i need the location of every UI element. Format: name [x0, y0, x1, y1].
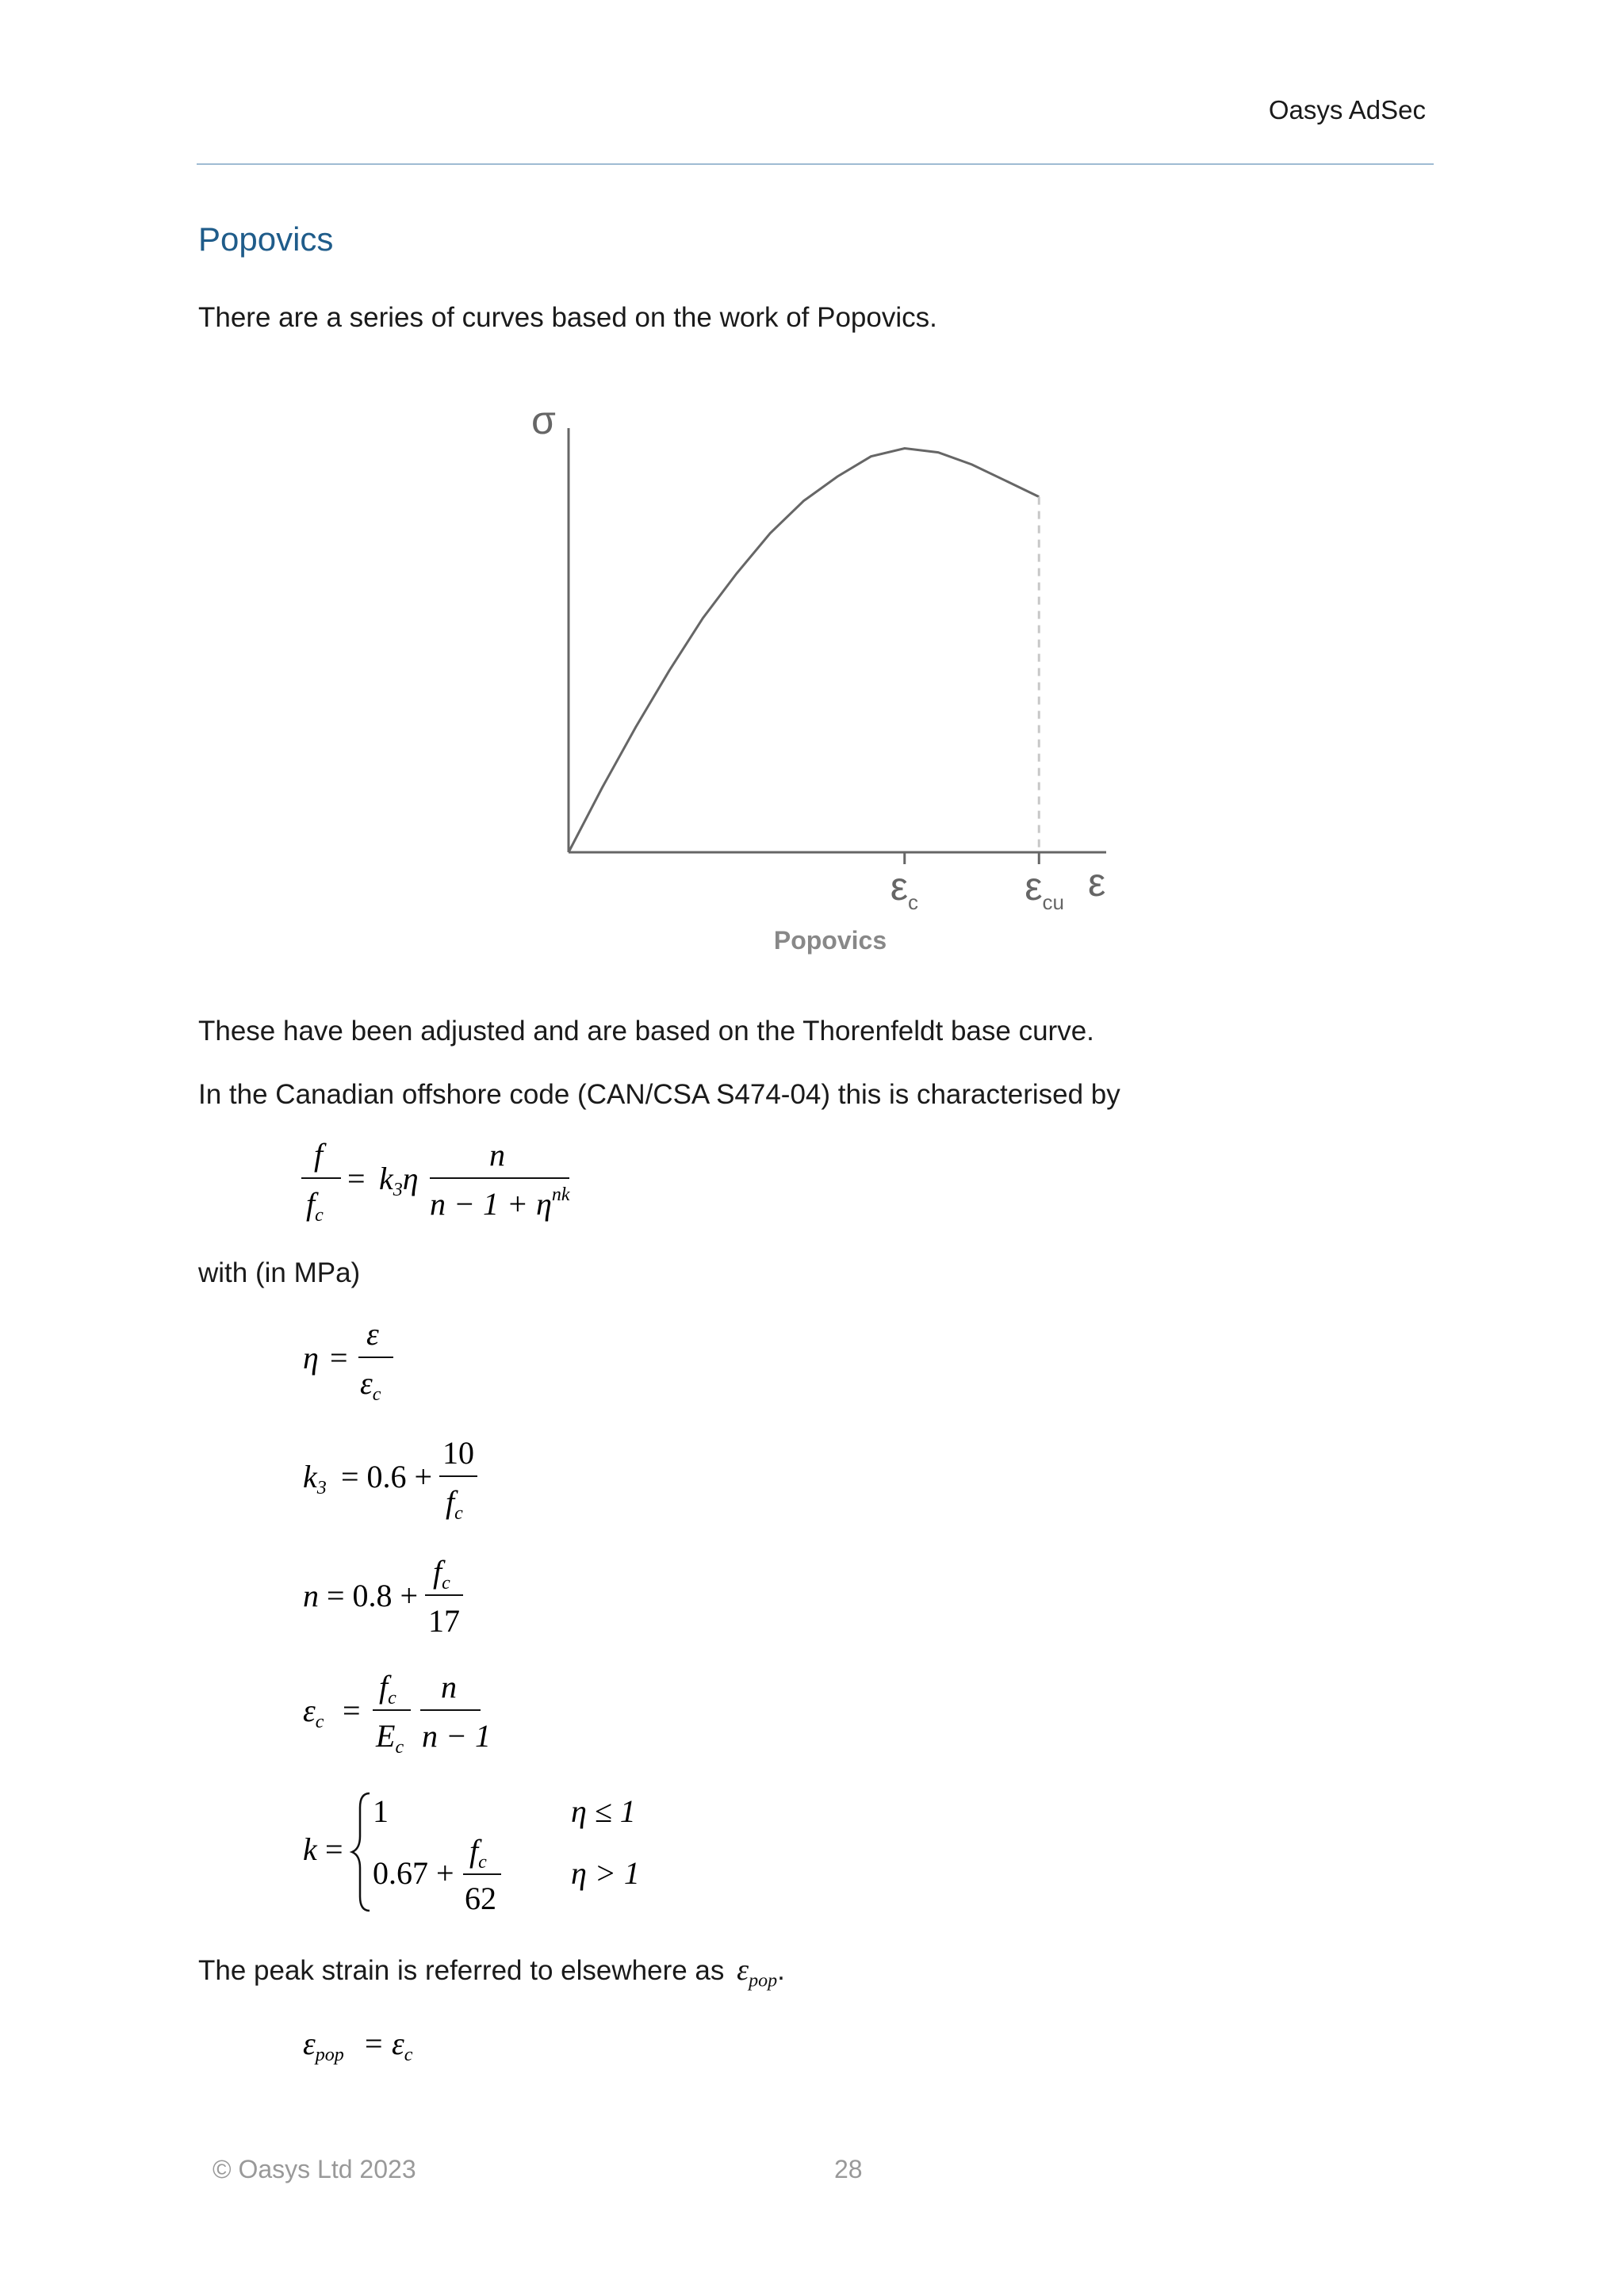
svg-text:εc: $\varepsilon_c$	[392, 2026, 413, 2065]
y-axis-label: σ	[531, 398, 556, 442]
footer-page-number: 28	[834, 2155, 863, 2183]
svg-text:n − 1: n − 1	[422, 1718, 491, 1754]
svg-text:=: =	[347, 1161, 366, 1196]
equation-eta	[293, 1316, 452, 1411]
equation-main	[293, 1134, 626, 1237]
svg-text:fc: $f_c$	[433, 1554, 450, 1594]
equation-k-piecewise	[293, 1784, 706, 1927]
svg-text:f: f	[314, 1137, 324, 1173]
svg-text:n: n	[489, 1137, 505, 1173]
equation-k3	[293, 1435, 531, 1530]
x-axis-label: ε	[1088, 860, 1106, 905]
svg-text:n − 1 + ηnk: $n - 1 + \eta^{nk}$	[430, 1184, 570, 1222]
equation-epsilon-c	[293, 1669, 531, 1764]
intro-paragraph: There are a series of curves based on the work of Popovics.	[198, 302, 937, 333]
running-header: Oasys AdSec	[1268, 95, 1426, 124]
svg-text:fc: $f_c$	[446, 1484, 463, 1524]
section-heading: Popovics	[198, 220, 334, 258]
svg-text:0.67 +: 0.67 +	[373, 1855, 454, 1891]
svg-text:n: n	[303, 1578, 319, 1613]
svg-text:= 0.6 +: = 0.6 +	[341, 1459, 433, 1494]
units-paragraph: with (in MPa)	[198, 1257, 361, 1288]
svg-text:=: =	[325, 1831, 343, 1867]
equation-n	[293, 1554, 531, 1649]
peak-strain-paragraph: The peak strain is referred to elsewhere as $\varepsilon_{pop}$.	[198, 1954, 785, 1992]
svg-text:=: =	[343, 1693, 361, 1728]
svg-text:fc: $f_c$	[469, 1833, 487, 1873]
equation-epsilon-pop	[293, 2018, 531, 2081]
adjusted-paragraph: These have been adjusted and are based on the Thorenfeldt base curve.	[198, 1016, 1094, 1047]
svg-text:Ec: $E_c$	[376, 1718, 404, 1758]
stress-strain-curve	[569, 449, 1039, 853]
svg-text:fc: $f_c$	[379, 1669, 396, 1709]
epsilon-pop-inline: $\varepsilon_{pop}$	[737, 1954, 778, 1992]
svg-text:k3η: $k_3\eta$	[379, 1161, 419, 1200]
svg-text:n: n	[441, 1669, 457, 1705]
svg-text:εc: $\varepsilon_c$	[303, 1693, 324, 1732]
svg-text:η: η	[303, 1340, 319, 1376]
svg-text:εc: $\varepsilon_c$	[360, 1365, 381, 1405]
svg-text:17: 17	[428, 1603, 460, 1639]
svg-text:η ≤ 1: η ≤ 1	[571, 1793, 636, 1829]
footer-copyright: © Oasys Ltd 2023	[213, 2155, 416, 2183]
svg-text:= 0.8 +: = 0.8 +	[327, 1578, 419, 1613]
svg-text:εpop: $\varepsilon_{pop}$	[303, 2026, 344, 2065]
svg-text:k: k	[303, 1831, 317, 1867]
svg-text:η > 1: η > 1	[571, 1855, 640, 1891]
svg-text:ε: ε	[366, 1316, 379, 1352]
popovics-chart	[476, 388, 1158, 975]
header-divider	[197, 163, 1434, 165]
peak-strain-text: The peak strain is referred to elsewhere as	[198, 1955, 725, 1986]
svg-text:62: 62	[465, 1881, 496, 1916]
tick-label-ec: $\varepsilon_c$	[890, 864, 919, 914]
canadian-paragraph: In the Canadian offshore code (CAN/CSA S474-04) this is characterised by	[198, 1079, 1120, 1110]
chart-title: Popovics	[773, 926, 887, 955]
svg-text:10: 10	[442, 1435, 474, 1471]
svg-text:k3: $k_3$	[303, 1459, 327, 1498]
svg-text:=: =	[330, 1340, 348, 1376]
svg-text:1: 1	[373, 1793, 389, 1829]
tick-label-ecu: $\varepsilon_{cu}$	[1025, 864, 1065, 914]
svg-text:fc: $f_c$	[306, 1186, 324, 1226]
svg-text:=: =	[365, 2026, 383, 2061]
